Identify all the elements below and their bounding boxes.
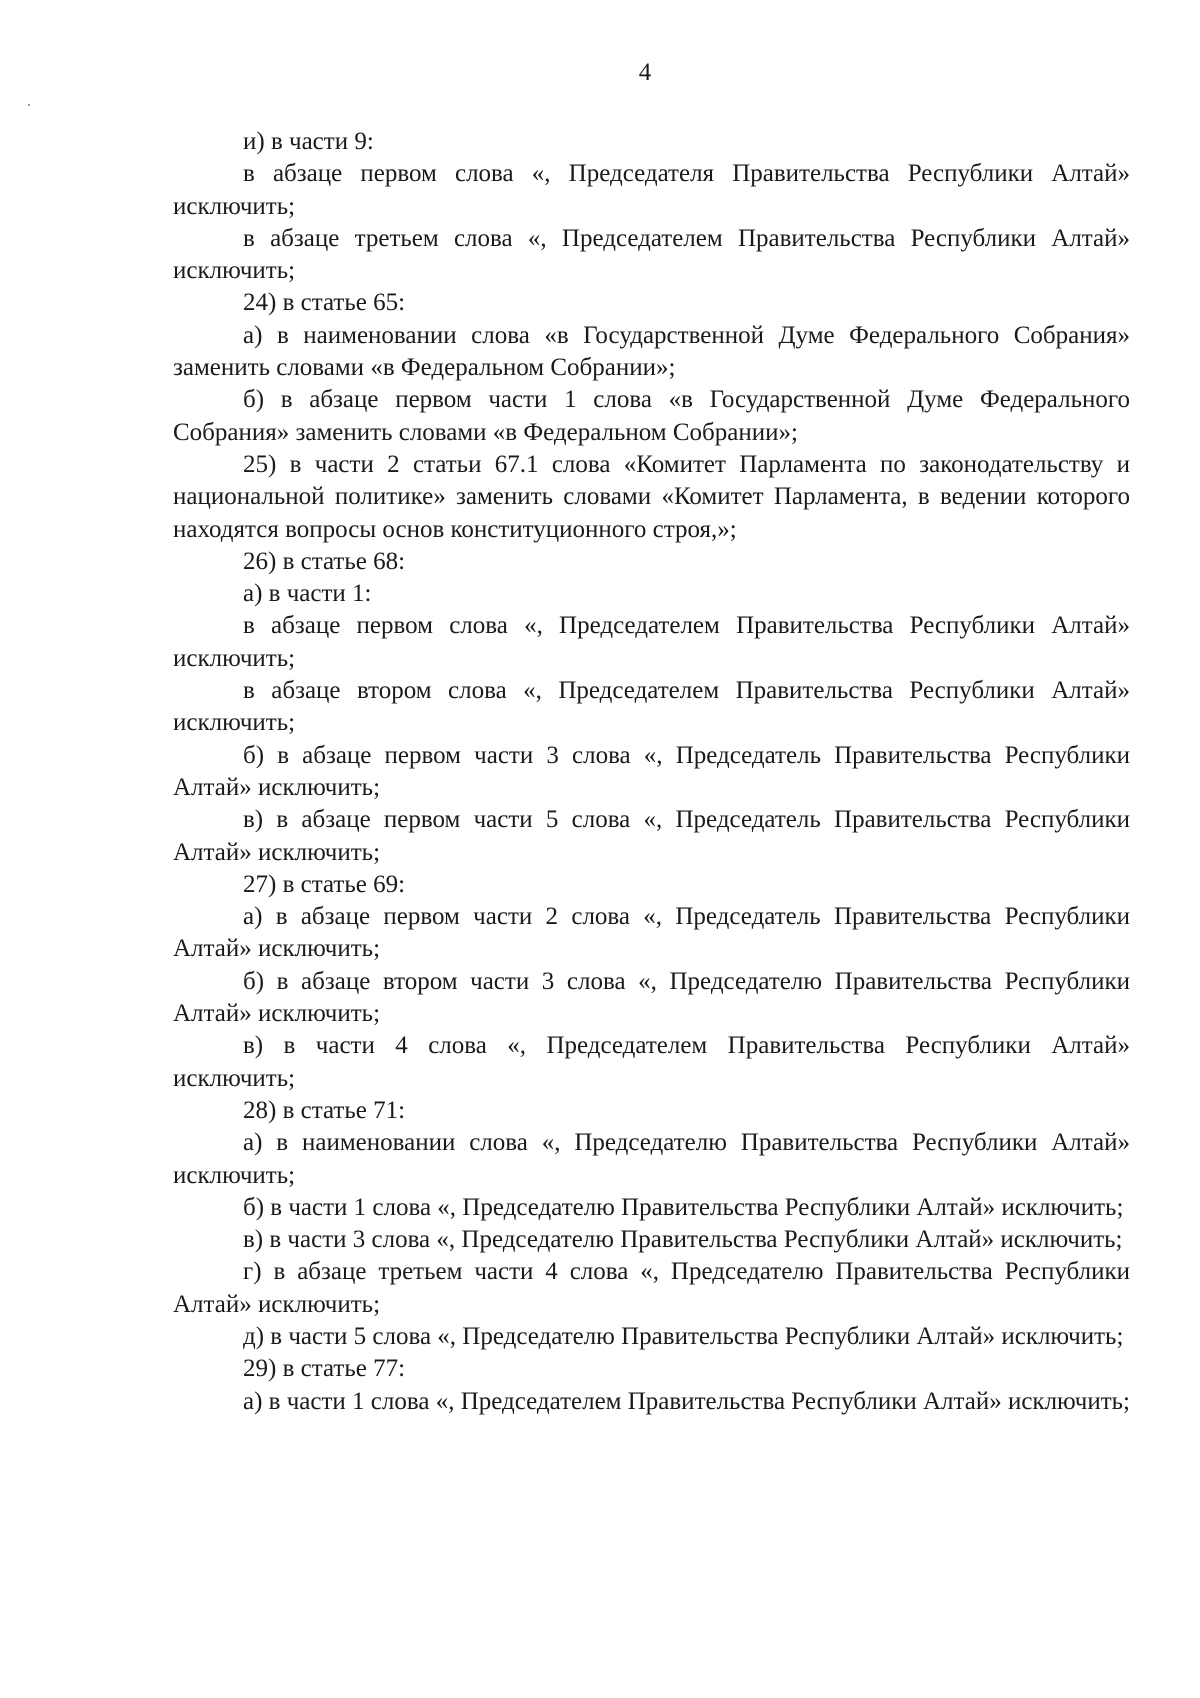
paragraph: г) в абзаце третьем части 4 слова «, Председателю Правительства Республики Алтай» исключить; [173,1258,1130,1318]
paragraph: д) в части 5 слова «, Председателю Правительства Республики Алтай» исключить; [243,1322,1124,1350]
paragraph: б) в абзаце втором части 3 слова «, Председателю Правительства Республики Алтай» исключить; [173,967,1130,1028]
paragraph: б) в абзаце первом части 3 слова «, Председатель Правительства Республики Алтай» исключить; [173,741,1130,801]
scan-speck [28,104,30,106]
paragraph: в абзаце третьем слова «, Председателем Правительства Республики Алтай» исключить; [173,224,1130,285]
paragraph: а) в абзаце первом части 2 слова «, Председатель Правительства Республики Алтай» исключить; [173,903,1130,963]
paragraph: в) в части 3 слова «, Председателю Правительства Республики Алтай» исключить; [243,1226,1123,1254]
paragraph: в) в абзаце первом части 5 слова «, Председатель Правительства Республики Алтай» исключить; [173,806,1130,866]
paragraph: а) в наименовании слова «в Государственной Думе Федерального Собрания» заменить словами «в Федеральном Собрании»; [173,321,1130,382]
paragraph: а) в части 1: [243,580,372,608]
paragraph: 26) в статье 68: [243,547,406,575]
document-body [173,126,1130,1418]
paragraph: 25) в части 2 статьи 67.1 слова «Комитет Парламента по законодательству и национальной политике» заменить словами «Комитет Парламента, в ведении которого находятся вопросы основ конституционного строя,»; [173,450,1130,543]
paragraph: в) в части 4 слова «, Председателем Правительства Республики Алтай» исключить; [173,1032,1130,1092]
paragraph: в абзаце втором слова «, Председателем Правительства Республики Алтай» исключить; [173,677,1130,737]
paragraph: и) в части 9: [243,128,374,155]
paragraph: б) в части 1 слова «, Председателю Правительства Республики Алтай» исключить; [243,1193,1124,1221]
paragraph: б) в абзаце первом части 1 слова «в Государственной Думе Федерального Собрания» заменить словами «в Федеральном Собрании»; [173,386,1130,446]
page-number: 4 [638,59,652,86]
paragraph: 27) в статье 69: [243,870,406,898]
paragraph: а) в наименовании слова «, Председателю Правительства Республики Алтай» исключить; [173,1129,1130,1189]
paragraph: 24) в статье 65: [243,289,406,317]
paragraph: 29) в статье 77: [243,1355,406,1383]
paragraph: а) в части 1 слова «, Председателем Правительства Республики Алтай» исключить; [243,1387,1130,1415]
paragraph: в абзаце первом слова «, Председателя Правительства Республики Алтай» исключить; [173,160,1130,220]
paragraph: 28) в статье 71: [243,1096,406,1124]
paragraph: в абзаце первом слова «, Председателем Правительства Республики Алтай» исключить; [173,612,1130,672]
